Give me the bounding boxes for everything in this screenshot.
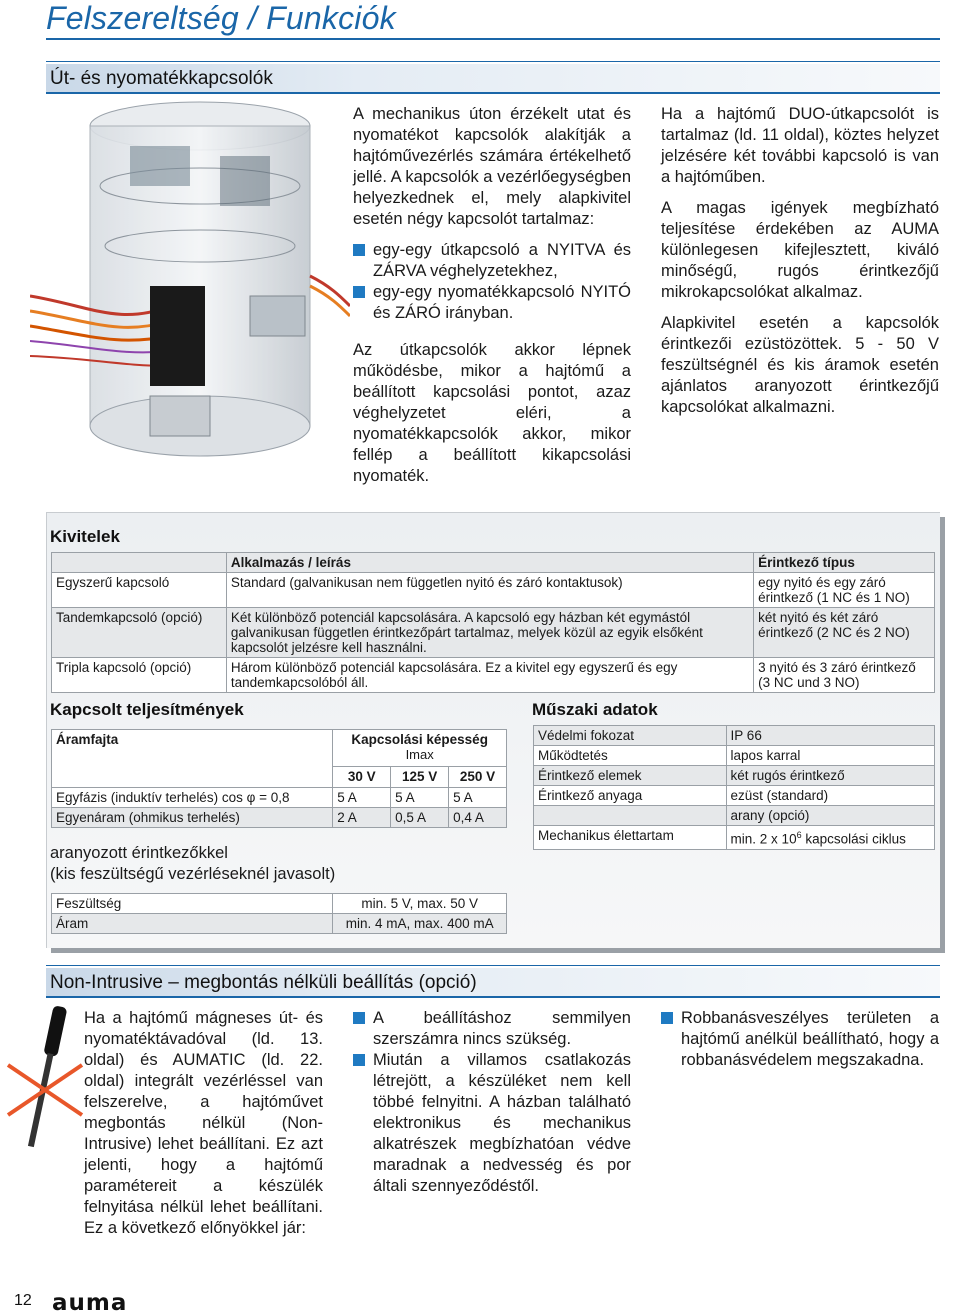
ratings-table <box>51 729 507 828</box>
table-row <box>534 786 935 806</box>
table-cell: 0,4 A <box>449 808 507 828</box>
non-intrusive-column-3 <box>661 1008 939 1071</box>
page-number: 12 <box>14 1292 32 1309</box>
bullet-item: egy-egy útkapcsoló a NYITVA és ZÁRVA véghelyzetekhez, <box>353 240 631 282</box>
gold-contacts-table <box>51 893 507 934</box>
duo-switch-text: Ha a hajtómű DUO-útkapcsolót is tartalmaz (ld. 11 oldal), köztes helyzet jelzésére két további kapcsoló is van a hajtóműben. <box>661 105 939 186</box>
table-row <box>52 914 507 934</box>
table-row <box>534 826 935 850</box>
voltage-header: 250 V <box>449 766 507 787</box>
non-intrusive-column-1 <box>46 1008 323 1249</box>
bullet-item: Robbanásveszélyes területen a hajtómű anélkül beállítható, hogy a robbanásvédelem megszakadna. <box>661 1008 939 1071</box>
table-cell: Tandemkapcsoló (opció) <box>52 608 227 658</box>
table-cell: Két különböző potenciál kapcsolására. A kapcsoló egy házban két egymástól galvanikusan független érintkezőpárt tartalmaz, melyek közül az egyik elsőként kapcsolót jelzésre kell használni. <box>226 608 753 658</box>
non-intrusive-intro: Ha a hajtómű mágneses út- és nyomatéktávadóval (ld. 13. oldal) és AUMATIC (ld. 22. oldal) integrált vezérléssel van felszerelve, a hajtóművet megbontás nélkül (Non-Intrusive) lehet beállítani. Ez azt jelenti, hogy a hajtómű paramétereit a készülék felnyitása nélkül lehet beállítani. Ez a következő előnyökkel jár: <box>84 1009 323 1237</box>
ratings-heading: Kapcsolt teljesítmények <box>50 700 244 719</box>
table-cell <box>534 806 727 826</box>
auma-logo: auma <box>52 1290 128 1313</box>
table-cell: Áram <box>52 914 333 934</box>
table-cell: két rugós érintkező <box>726 766 934 786</box>
table-row <box>52 788 507 808</box>
table-cell: 5 A <box>333 788 391 808</box>
table-cell: Érintkező anyaga <box>534 786 727 806</box>
table-header <box>52 553 227 573</box>
table-cell: min. 5 V, max. 50 V <box>333 894 507 914</box>
table-cell: Egyenáram (ohmikus terhelés) <box>52 808 333 828</box>
bullet-item: egy-egy nyomatékkapcsoló NYITÓ és ZÁRÓ irányban. <box>353 282 631 324</box>
table-row <box>52 808 507 828</box>
ratings-header-row <box>52 730 507 767</box>
life-value-pre: min. 2 x 10 <box>730 831 797 847</box>
versions-heading: Kivitelek <box>50 527 120 546</box>
voltage-header: 125 V <box>391 766 449 787</box>
voltage-header: 30 V <box>333 766 391 787</box>
table-cell: Érintkező elemek <box>534 766 727 786</box>
table-header: Érintkező típus <box>754 553 935 573</box>
table-row <box>52 573 935 608</box>
table-row <box>534 726 935 746</box>
table-cell: ezüst (standard) <box>726 786 934 806</box>
imax-label: Imax <box>405 747 434 762</box>
bullet-item: A beállításhoz semmilyen szerszámra nincs szükség. <box>353 1008 631 1050</box>
title-rule <box>46 38 940 40</box>
table-cell: Mechanikus élettartam <box>534 826 727 850</box>
gold-line-2: (kis feszültségű vezérléseknél javasolt) <box>50 865 336 883</box>
table-cell: 0,5 A <box>391 808 449 828</box>
table-cell: Működtetés <box>534 746 727 766</box>
table-cell: Egyfázis (induktív terhelés) cos φ = 0,8 <box>52 788 333 808</box>
table-cell: Standard (galvanikusan nem független nyitó és záró kontaktusok) <box>226 573 753 608</box>
table-header: Alkalmazás / leírás <box>226 553 753 573</box>
switches-column-1 <box>353 104 631 497</box>
switches-intro: A mechanikus úton érzékelt utat és nyomatékot kapcsolók alakítják a hajtóművezérlés számára értékelhető jellé. A kapcsolók a vezérlőegységben helyezkednek el, mely alapkivitel esetén négy kapcsolót tartalmaz: <box>353 105 631 228</box>
section-title: Non-Intrusive – megbontás nélküli beállítás (opció) <box>50 972 477 993</box>
bullet-item: Miután a villamos csatlakozás létrejött, a készüléket nem kell többé felnyitni. A házban található elektronikus és mechanikus alkatrészek megbízhatóan védve maradnak a nedvesség és por általi szennyeződéstől. <box>353 1050 631 1197</box>
capacity-label: Kapcsolási képesség <box>351 732 488 747</box>
table-row <box>52 658 935 693</box>
gold-contacts-note <box>50 843 335 885</box>
table-cell: Tripla kapcsoló (opció) <box>52 658 227 693</box>
table-cell: min. 4 mA, max. 400 mA <box>333 914 507 934</box>
table-cell: Egyszerű kapcsoló <box>52 573 227 608</box>
table-cell: lapos karral <box>726 746 934 766</box>
life-value-exponent: 6 <box>796 830 802 840</box>
section-header-non-intrusive <box>46 968 940 998</box>
gold-line-1: aranyozott érintkezőkkel <box>50 844 228 862</box>
table-cell: Feszültség <box>52 894 333 914</box>
table-row <box>534 746 935 766</box>
table-row <box>52 894 507 914</box>
tech-data-table <box>533 725 935 850</box>
table-row <box>534 766 935 786</box>
table-cell: Három különböző potenciál kapcsolására. Ez a kivitel egy egyszerű és egy tandemkapcsolóból áll. <box>226 658 753 693</box>
non-intrusive-column-2 <box>353 1008 631 1197</box>
switch-unit-illustration <box>30 96 350 486</box>
table-header: Áramfajta <box>52 730 333 788</box>
table-cell: IP 66 <box>726 726 934 746</box>
table-cell: 2 A <box>333 808 391 828</box>
table-header <box>333 730 507 767</box>
section-title: Út- és nyomatékkapcsolók <box>50 68 273 89</box>
table-cell: két nyitó és két záró érintkező (2 NC és 2 NO) <box>754 608 935 658</box>
table-cell: 5 A <box>391 788 449 808</box>
contacts-text: Alapkivitel esetén a kapcsolók érintkezői ezüstözöttek. 5 - 50 V feszültségnél és kis áramok esetén ajánlatos aranyozott érintkezőjű kapcsolókat alkalmazni. <box>661 314 939 416</box>
microswitch-text: A magas igények megbízható teljesítése érdekében az AUMA különlegesen kifejlesztett, kiváló minőségű, rugós érintkezőjű mikrokapcsolókat alkalmaz. <box>661 199 939 301</box>
table-row <box>534 806 935 826</box>
table-header-row <box>52 553 935 573</box>
page-title: Felszereltség / Funkciók <box>46 0 396 36</box>
table-cell: egy nyitó és egy záró érintkező (1 NC és 1 NO) <box>754 573 935 608</box>
table-cell: 5 A <box>449 788 507 808</box>
tech-data-heading: Műszaki adatok <box>532 700 658 719</box>
table-row <box>52 608 935 658</box>
life-value-post: kapcsolási ciklus <box>801 831 906 847</box>
table-cell: arany (opció) <box>726 806 934 826</box>
switches-bullet-list <box>353 240 631 324</box>
switches-column-2 <box>661 104 939 428</box>
versions-table <box>51 552 935 693</box>
table-cell: 3 nyitó és 3 záró érintkező (3 NC und 3 NO) <box>754 658 935 693</box>
section-header-switches <box>46 64 940 94</box>
table-cell: Védelmi fokozat <box>534 726 727 746</box>
table-cell <box>726 826 934 850</box>
switches-para-2: Az útkapcsolók akkor lépnek működésbe, mikor a hajtómű a beállított kapcsolási pontot, azaz véghelyzetet eléri, a nyomatékkapcsolók akkor, mikor fellép a beállított kikapcsolási nyomaték. <box>353 341 631 485</box>
